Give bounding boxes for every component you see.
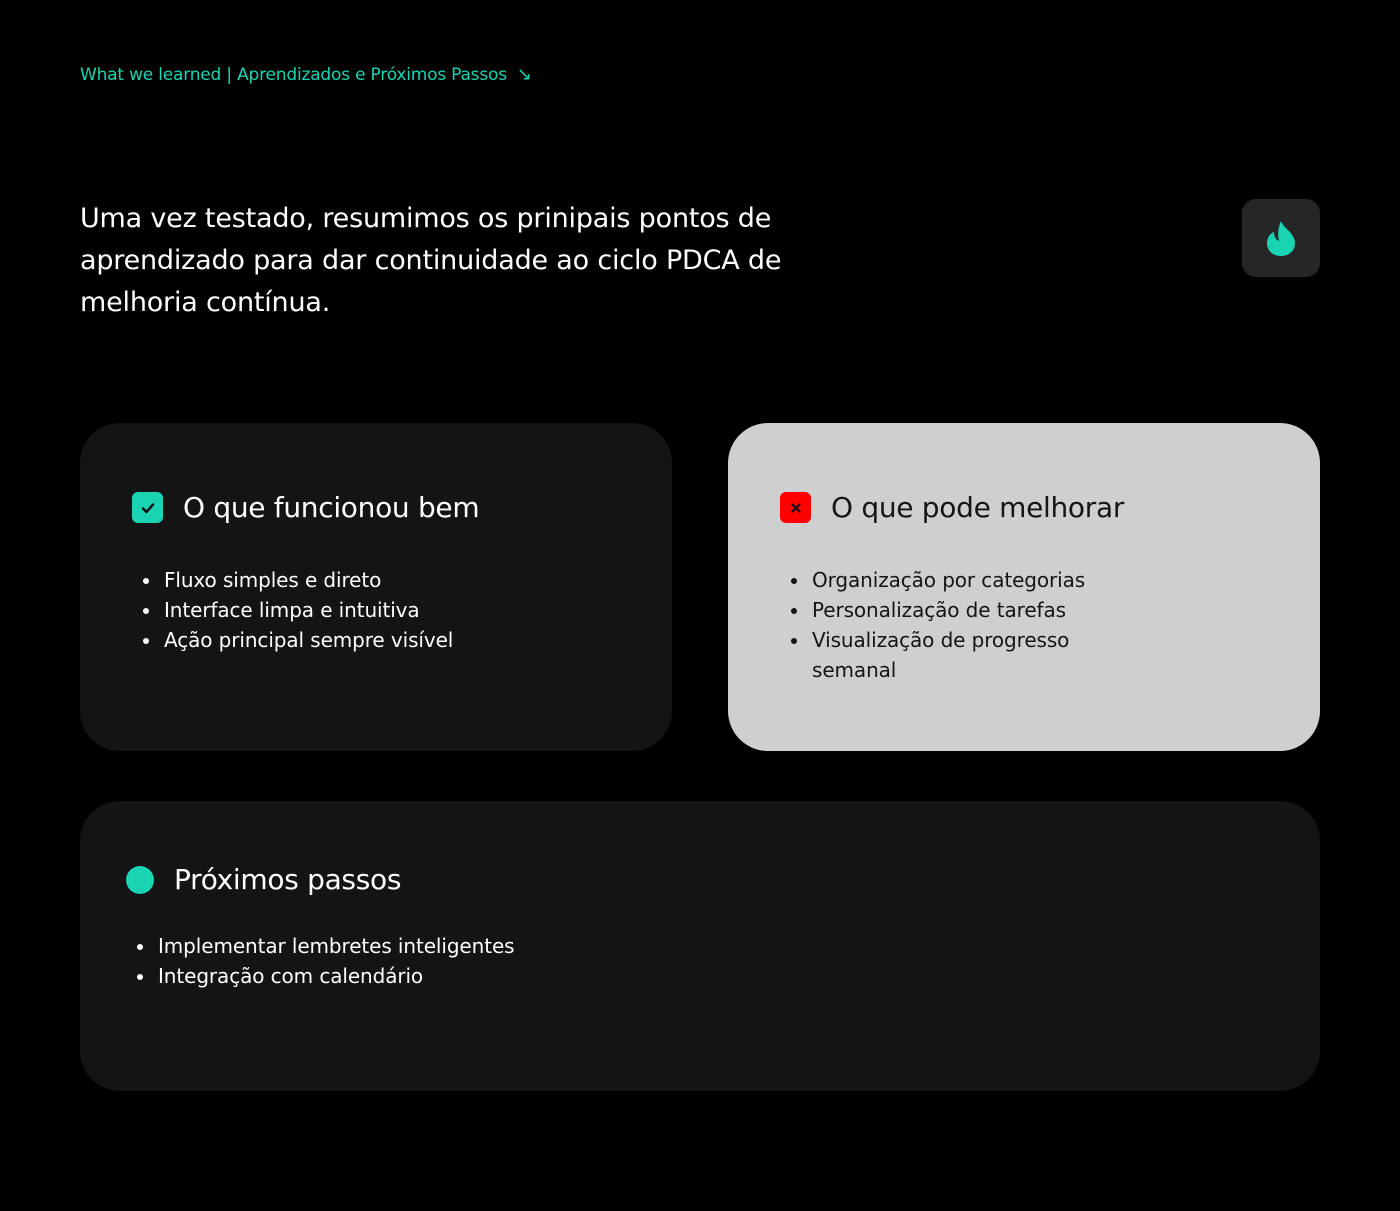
next-list (136, 931, 756, 991)
flame-logo-icon (1265, 219, 1297, 257)
worked-list (142, 565, 622, 655)
card-worked-well (80, 423, 672, 751)
list-item: • Ação principal sempre visível (162, 625, 622, 655)
card-worked-title: O que funcionou bem (183, 491, 480, 524)
list-item: • Organização por categorias (810, 565, 1130, 595)
list-item: • Visualização de progresso semanal (810, 625, 1130, 685)
arrow-down-right-icon: ↘ (516, 64, 532, 85)
list-item: • Interface limpa e intuitiva (162, 595, 622, 625)
intro-paragraph: Uma vez testado, resumimos os prinipais pontos de aprendizado para dar continuidade ao ciclo PDCA de melhoria contínua. (80, 203, 782, 318)
circle-dot-icon (126, 866, 154, 894)
list-item: • Implementar lembretes inteligentes (156, 931, 756, 961)
list-item: • Integração com calendário (156, 961, 756, 991)
card-could-improve (728, 423, 1320, 751)
card-next-header (126, 863, 401, 896)
brand-logo-tile (1242, 199, 1320, 277)
list-item: • Personalização de tarefas (810, 595, 1130, 625)
improve-list (790, 565, 1130, 685)
card-next-title: Próximos passos (174, 863, 402, 896)
card-improve-title: O que pode melhorar (831, 491, 1125, 524)
section-eyebrow (80, 64, 532, 85)
list-item: • Fluxo simples e direto (162, 565, 622, 595)
card-worked-header (132, 491, 479, 524)
eyebrow-label: What we learned | Aprendizados e Próximos Passos (80, 64, 507, 85)
checkbox-checked-icon (132, 492, 163, 523)
card-next-steps (80, 801, 1320, 1091)
card-improve-header (780, 491, 1124, 524)
x-box-icon (780, 492, 811, 523)
